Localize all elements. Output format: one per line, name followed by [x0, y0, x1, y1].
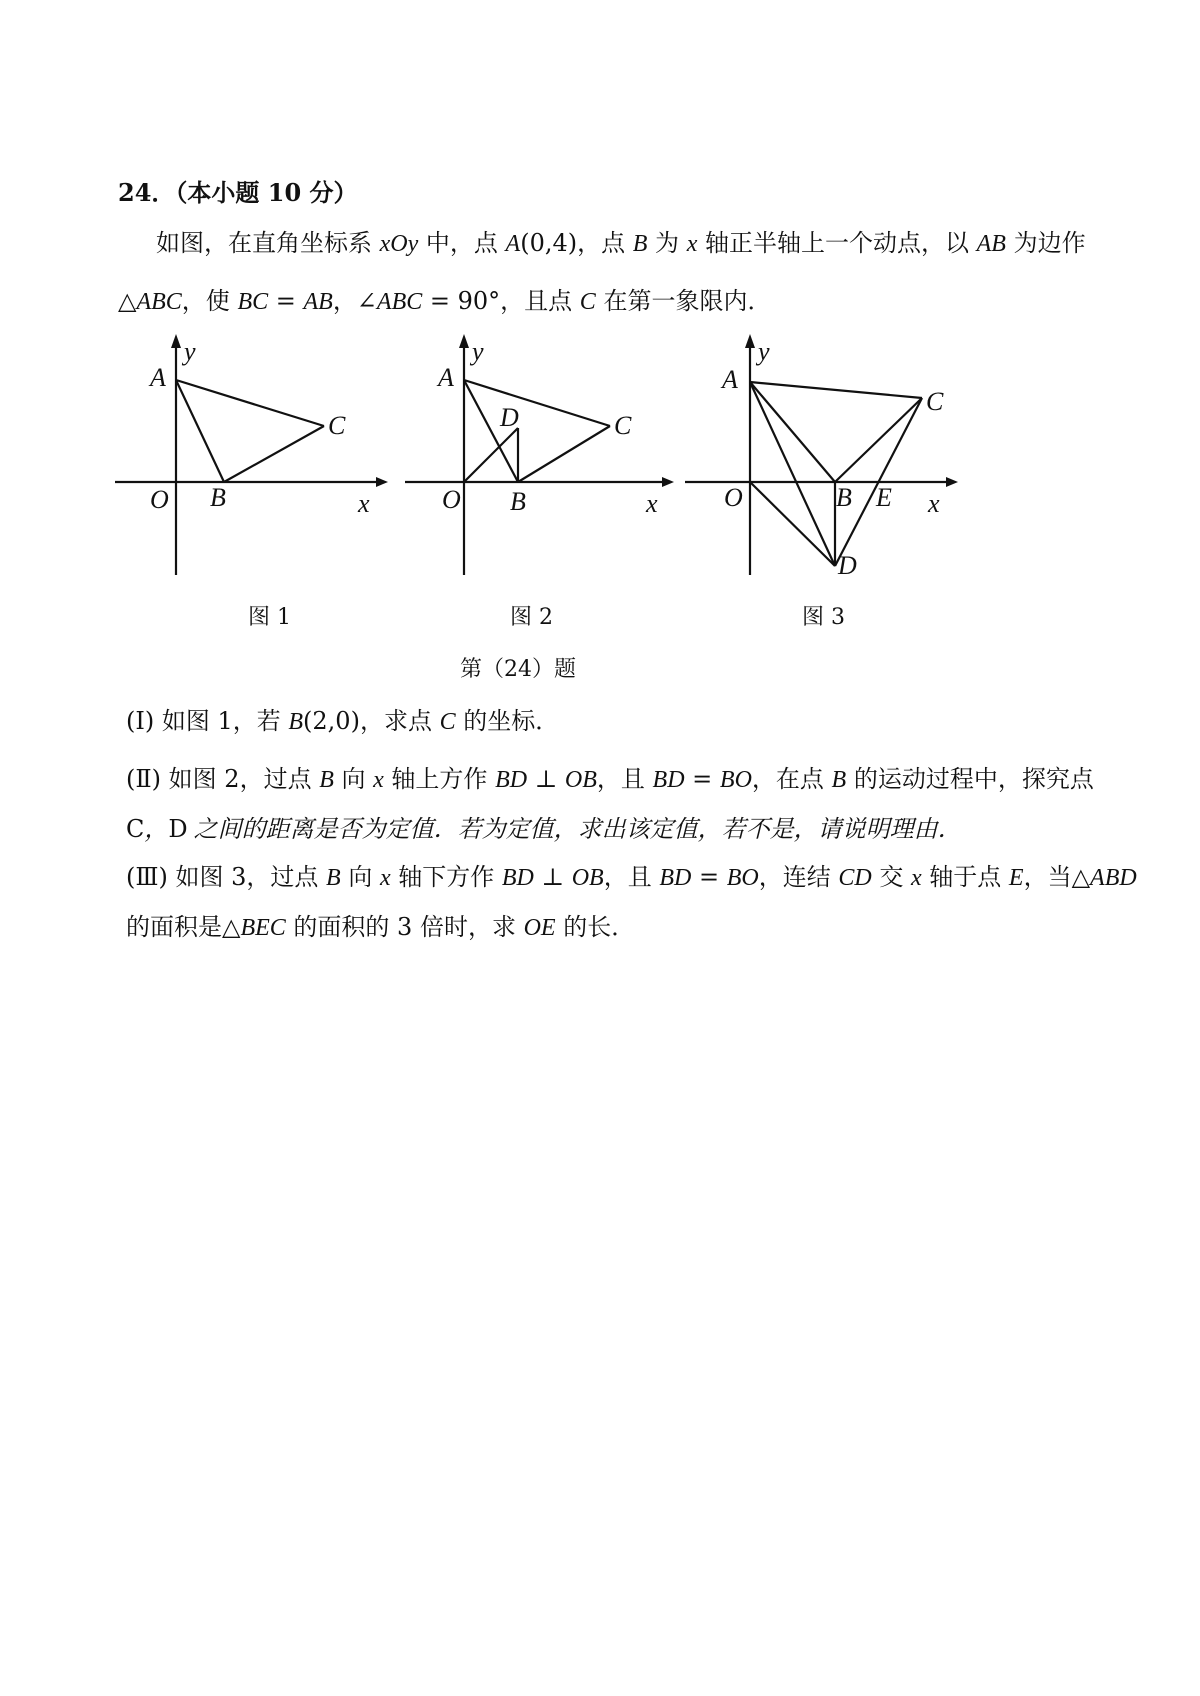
math-symbol: AB: [976, 231, 1006, 257]
text-run: △: [118, 287, 137, 315]
figure-3: [680, 330, 970, 590]
math-symbol: C: [579, 289, 596, 315]
text-run: 如图，在直角坐标系: [156, 229, 380, 257]
math-symbol: OB: [564, 767, 597, 793]
math-symbol: BD: [659, 865, 692, 891]
text-run: =: [691, 863, 727, 891]
segment-ab: [750, 382, 835, 482]
label-b: B: [210, 483, 226, 512]
text-run: 轴于点: [921, 863, 1009, 891]
math-symbol: ABD: [1090, 865, 1137, 891]
figure-3-caption: 图 3: [802, 605, 845, 630]
text-run: ，连结: [758, 863, 839, 891]
math-symbol: B: [326, 865, 341, 891]
text-run: 向: [340, 863, 380, 891]
math-symbol: x: [379, 865, 391, 891]
math-symbol: BC: [237, 289, 269, 315]
math-symbol: BD: [495, 767, 528, 793]
text-run: =: [684, 765, 720, 793]
text-run: (0,4)，点: [520, 229, 633, 257]
label-c: C: [926, 387, 944, 416]
text-run: ，使: [181, 287, 238, 315]
intro-line-1: [156, 228, 1086, 259]
math-symbol: B: [319, 767, 334, 793]
x-axis-arrow: [376, 477, 388, 487]
label-y: y: [184, 337, 196, 366]
math-symbol: B: [831, 767, 847, 793]
math-symbol: E: [1008, 865, 1024, 891]
math-symbol: BD: [501, 865, 534, 891]
math-symbol: x: [686, 231, 698, 257]
label-x: x: [646, 489, 658, 518]
math-symbol: B: [632, 231, 648, 257]
text-run: ，当△: [1023, 863, 1091, 891]
text-run: 为边作: [1005, 229, 1086, 257]
x-axis-arrow: [662, 477, 674, 487]
math-symbol: CD: [838, 865, 872, 891]
math-symbol: ABC: [136, 289, 182, 315]
text-run: 在第一象限内．: [595, 287, 772, 315]
text-run: ，且: [596, 765, 653, 793]
y-axis-arrow: [745, 334, 755, 348]
figure-2: [400, 330, 690, 590]
y-axis-arrow: [459, 334, 469, 348]
label-c: C: [614, 411, 632, 440]
label-o: O: [150, 485, 169, 514]
math-symbol: AB: [303, 289, 333, 315]
text-run: =: [268, 287, 304, 315]
math-symbol: 之间的距离是否为定值．若为定值，求出该定值，若不是，请说明理由．: [187, 817, 962, 843]
label-b: B: [510, 487, 526, 516]
question-caption: 第（24）题: [460, 657, 576, 682]
text-run: ，∠: [332, 287, 377, 315]
segment-od: [464, 428, 518, 482]
label-a: A: [438, 363, 454, 392]
text-run: 轴下方作: [390, 863, 502, 891]
label-x: x: [358, 489, 370, 518]
part-3-line-2: [126, 912, 635, 943]
text-run: 的面积是△: [126, 913, 241, 941]
text-run: = 90°，且点: [422, 287, 580, 315]
math-symbol: x: [373, 767, 384, 793]
label-b: B: [836, 483, 852, 512]
math-symbol: BO: [726, 865, 759, 891]
segment-ab: [176, 380, 224, 482]
text-run: ⊥: [533, 863, 572, 891]
text-run: 的面积的 3 倍时，求: [285, 913, 524, 941]
text-run: 为: [647, 229, 687, 257]
label-x: x: [928, 489, 940, 518]
label-e: E: [876, 483, 892, 512]
figure-1-caption: 图 1: [248, 605, 291, 630]
y-axis-arrow: [171, 334, 181, 348]
question-header: 24．（本小题 10 分）: [118, 178, 358, 207]
segment-ad: [750, 382, 835, 566]
part-2-line-1: [126, 764, 1094, 795]
part-1-line: [126, 706, 559, 737]
math-symbol: BEC: [240, 915, 286, 941]
math-symbol: ABC: [376, 289, 423, 315]
math-symbol: C: [439, 709, 456, 735]
x-axis-arrow: [946, 477, 958, 487]
label-d: D: [500, 403, 519, 432]
part-3-line-1: [126, 862, 1137, 893]
label-a: A: [722, 365, 738, 394]
math-symbol: xOy: [379, 231, 419, 257]
text-run: 中，点: [418, 229, 506, 257]
intro-line-2: [118, 286, 771, 317]
text-run: D: [168, 815, 188, 843]
text-run: 轴正半轴上一个动点，以: [697, 229, 977, 257]
math-symbol: B: [288, 709, 304, 735]
figure-2-caption: 图 2: [510, 605, 553, 630]
segment-od: [750, 482, 835, 566]
figure-3-diagram: [680, 330, 970, 590]
text-run: 交: [871, 863, 911, 891]
text-run: (Ⅲ) 如图 3，过点: [126, 863, 327, 891]
text-run: 的运动过程中，探究点: [846, 765, 1094, 793]
figure-1-diagram: [110, 330, 400, 590]
text-run: (2,0)，求点: [303, 707, 440, 735]
text-run: (Ⅰ) 如图 1，若: [126, 707, 289, 735]
segment-ac: [176, 380, 324, 426]
text-run: ，且: [603, 863, 660, 891]
text-run: 的长．: [555, 913, 636, 941]
figure-1: [110, 330, 400, 590]
label-a: A: [150, 363, 166, 392]
math-symbol: x: [910, 865, 922, 891]
math-symbol: ，: [144, 817, 169, 843]
text-run: C: [126, 815, 145, 843]
segment-bc: [518, 426, 610, 482]
math-symbol: OB: [571, 865, 604, 891]
label-d: D: [838, 551, 857, 580]
label-c: C: [328, 411, 346, 440]
text-run: ，在点: [751, 765, 832, 793]
label-o: O: [724, 483, 743, 512]
text-run: ⊥: [527, 765, 565, 793]
label-y: y: [472, 337, 484, 366]
figure-2-diagram: [400, 330, 690, 590]
segment-bc: [224, 426, 324, 482]
math-symbol: BD: [652, 767, 685, 793]
math-symbol: OE: [523, 915, 556, 941]
text-run: 的坐标．: [455, 707, 560, 735]
segment-bc: [835, 398, 922, 482]
segment-ac: [750, 382, 922, 398]
text-run: 轴上方作: [383, 765, 496, 793]
part-2-line-2: [126, 814, 962, 845]
text-run: 向: [333, 765, 374, 793]
math-symbol: BO: [719, 767, 752, 793]
math-symbol: A: [505, 231, 521, 257]
label-o: O: [442, 485, 461, 514]
text-run: (Ⅱ) 如图 2，过点: [126, 765, 320, 793]
label-y: y: [758, 337, 770, 366]
